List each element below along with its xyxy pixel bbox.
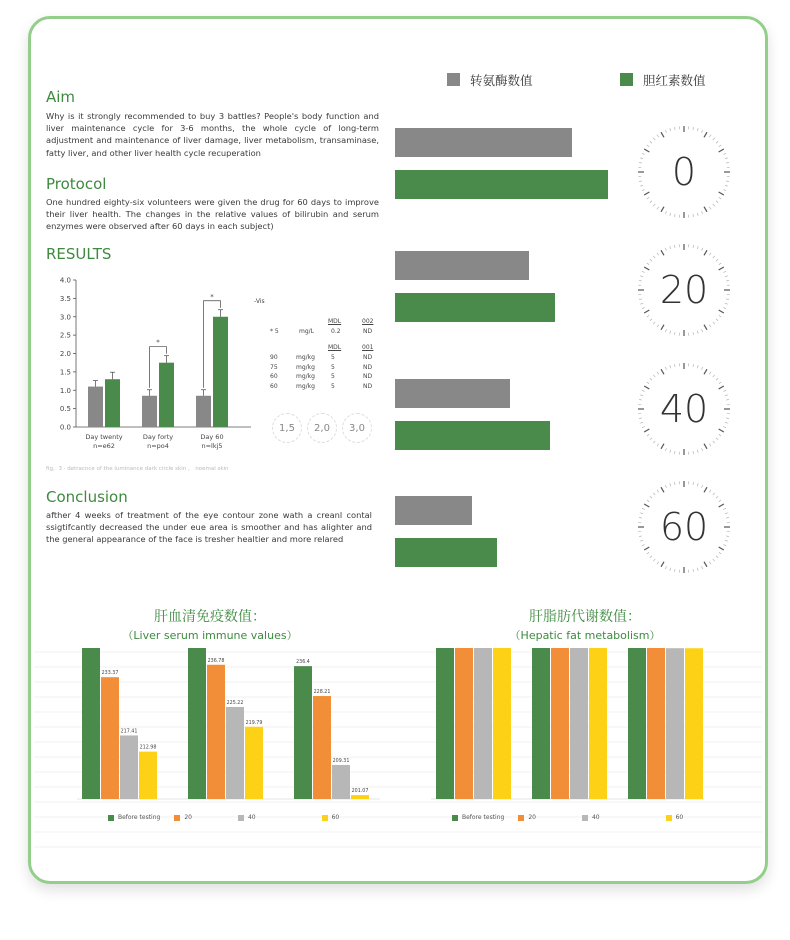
table-cell: 60 [270,373,278,380]
bar [245,727,263,799]
legend-label: 60 [331,814,340,821]
bar [685,648,703,799]
bar-gray [142,396,157,427]
table-cell: * 5 [270,328,279,335]
figure-caption: fig。3 · detracnce of the luminance dark circle skin ， noemal skin [46,466,229,472]
table-row [268,373,378,383]
bar-value-label: 225.22 [226,700,244,706]
bar [628,648,646,799]
bar [589,648,607,799]
bottom-bar-charts [34,648,762,878]
table-cell: MDL [328,318,342,325]
table-cell: ND [363,328,373,335]
hbar-gray [395,496,472,525]
dial [637,480,731,574]
bar [294,666,312,799]
bar-value-label: 228.21 [313,690,331,696]
test-table [268,318,378,392]
aim-text: Why is it strongly recommended to buy 3 battles? People's body function and liver maintenance cycle for 3-6 months, the whole cycle of long-term adjustment and maintenance of liver damage, liver metabolism, transaminase, fatty liver, and other liver health cycle recuperation [46,111,379,158]
bar [332,765,350,799]
table-cell: 75 [270,363,278,371]
x-tick-label: n=lkj5 [201,442,223,450]
legend-label: 20 [184,814,192,821]
legend-label: 转氨酶数值 [470,73,533,88]
table-cell: 60 [270,382,278,390]
results-bar-chart [46,270,266,460]
bar [570,648,588,799]
legend-label: 20 [528,814,536,821]
table-cell: 90 [270,354,278,361]
y-tick-label: 2.0 [59,350,71,358]
table-cell: 002 [362,318,374,325]
x-tick-label: n=po4 [147,442,169,450]
table-cell: MDL [328,344,342,351]
table-cell: 001 [362,344,374,351]
y-tick-label: 3.0 [59,313,71,322]
left-chart-subtitle: （Liver serum immune values） [122,629,298,642]
right-chart-legend [452,814,697,821]
legend-swatch [108,815,114,821]
bar [120,735,138,799]
bar-value-label: 212.98 [139,745,157,751]
dial [637,125,731,219]
conclusion-text: afther 4 weeks of treatment of the eye contour zone wath a creanl contal ssigtifcantly decreased the under eue area is smoother and has alighter and the general appearance of the face is tresher healtier and more relared [46,510,372,545]
value-circle: 2,0 [307,413,337,443]
bar [493,648,511,799]
table-cell: 5 [331,363,335,371]
legend-label: 60 [675,814,684,821]
bar [207,665,225,799]
y-tick-label: 4.0 [59,276,71,285]
legend-swatch-green [620,73,633,86]
bar-value-label: 233.37 [101,671,119,677]
bar-value-label: 219.79 [245,720,263,726]
legend-swatch [174,815,180,821]
legend-swatch-gray [447,73,460,86]
bar-value-label: 236.4 [296,660,310,666]
bar-gray [196,396,211,427]
hbar-gray [395,251,529,280]
protocol-heading: Protocol [46,175,107,193]
table-cell: 5 [331,354,335,361]
table-cell: mg/kg [296,354,315,361]
legend-item [447,71,533,89]
bar-gray [88,387,103,427]
legend-swatch [322,815,328,821]
legend-swatch [452,815,458,821]
bar-green [159,363,174,427]
table-cell: mg/kg [296,373,315,380]
table-cell: ND [363,354,373,361]
bar [139,752,157,799]
table-cell: ND [363,382,373,390]
legend-label: Before testing [118,814,161,821]
legend-label: Before testing [462,814,505,821]
table-cell: ND [363,373,373,380]
x-tick-label: Day 60 [200,433,224,441]
legend-swatch [518,815,524,821]
y-tick-label: 0.5 [59,405,71,414]
hbar-gray [395,128,572,157]
table-cell: 5 [331,382,335,390]
table-header: -Vis [254,298,265,305]
bar [82,648,100,799]
hbar-green [395,421,550,450]
dial-value: 60 [659,505,709,549]
table-row [268,364,378,374]
right-chart-subtitle: （Hepatic fat metabolism） [509,629,661,642]
legend-label: 40 [591,814,600,821]
x-tick-label: Day twenty [85,433,123,441]
dial-value: 20 [659,268,709,312]
y-tick-label: 3.5 [59,294,71,303]
legend-label: 胆红素数值 [643,73,706,88]
table-cell: mg/L [299,328,315,335]
dial [637,362,731,456]
significance-star: * [210,292,214,301]
y-tick-label: 2.5 [59,331,71,340]
right-chart-title: 肝脂肪代谢数值： [529,609,641,625]
table-cell: 0.2 [331,328,341,335]
bar [532,648,550,799]
x-tick-label: n=e62 [93,442,115,450]
legend-item [620,71,706,89]
bar-green [213,317,228,427]
bar [455,648,473,799]
table-cell: mg/kg [296,382,315,390]
protocol-text: One hundred eighty-six volunteers were given the drug for 60 days to improve their liver health. The changes in the relative values of bilirubin and serum enzymes were observed after 60 days in each subject) [46,197,379,232]
y-tick-label: 0.0 [59,423,71,432]
legend-swatch [238,815,244,821]
legend-swatch [582,815,588,821]
bar [436,648,454,799]
left-chart-title: 肝血清免疫数值： [154,609,266,625]
table-cell: 5 [331,373,335,380]
dial [637,243,731,337]
y-tick-label: 1.5 [59,368,71,377]
results-heading: RESULTS [46,245,112,263]
hbar-gray [395,379,510,408]
legend-label: 40 [247,814,256,821]
bar-value-label: 236.78 [207,658,225,664]
legend-swatch [666,815,672,821]
bar [188,648,206,799]
bar [666,648,684,799]
table-row [268,383,378,393]
table-row [268,354,378,364]
left-chart-legend [108,814,353,821]
bar [647,648,665,799]
bar [313,696,331,799]
bar-value-label: 201.07 [351,789,369,795]
value-circle: 3,0 [342,413,372,443]
hbar-green [395,170,608,199]
x-tick-label: Day forty [142,433,174,441]
bar-green [105,379,120,427]
table-cell: mg/kg [296,363,315,371]
table-cell: ND [363,363,373,371]
dial-value: 40 [659,387,709,431]
bar [351,795,369,799]
y-tick-label: 1.0 [59,386,71,395]
conclusion-heading: Conclusion [46,488,128,506]
bar [551,648,569,799]
value-circle: 1,5 [272,413,302,443]
aim-heading: Aim [46,88,76,106]
hbar-green [395,538,497,567]
bar [474,648,492,799]
bar [226,707,244,799]
dial-value: 0 [671,150,697,194]
bar [101,677,119,799]
bar-value-label: 217.41 [120,729,138,735]
significance-star: * [156,338,160,347]
bar-value-label: 209.31 [332,759,350,765]
hbar-green [395,293,555,322]
